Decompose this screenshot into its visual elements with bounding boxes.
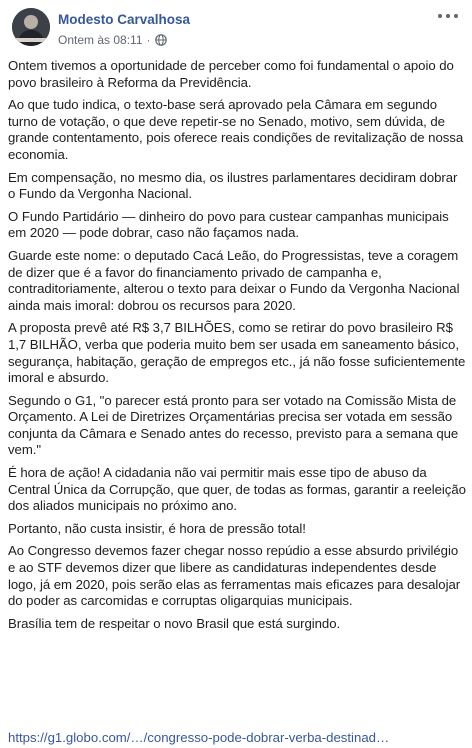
author-name[interactable]: Modesto Carvalhosa: [58, 12, 191, 27]
post-paragraph: Ao Congresso devemos fazer chegar nosso repúdio a esse absurdo privilégio e ao STF devemos dizer que libere as candidaturas independentes desde logo, já em 2020, pois serão elas as ferramentas mais eficazes para desalojar do poder as carcomidas e corruptas oligarquias municipais.: [8, 543, 461, 609]
post-paragraph: A proposta prevê até R$ 3,7 BILHÕES, como se retirar do povo brasileiro R$ 1,7 BILHÃO, verba que poderia muito bem ser usada em saneamento básico, segurança, habitação, geração de empregos etc., já não fosse suficientemente imoral e absurdo.: [8, 320, 466, 386]
more-options-icon[interactable]: [438, 10, 458, 22]
post-paragraph: O Fundo Partidário — dinheiro do povo para custear campanhas municipais em 2020 — pode dobrar, caso não façamos nada.: [8, 208, 449, 241]
post-paragraph: É hora de ação! A cidadania não vai permitir mais esse tipo de abuso da Central Única da Corrupção, que quer, de todas as formas, garantir a reeleição dos aliados municipais no próximo ano.: [8, 465, 466, 514]
article-link[interactable]: https://g1.globo.com/…/congresso-pode-dobrar-verba-destinad…: [8, 730, 390, 745]
meta-separator: ·: [146, 33, 151, 47]
post-paragraph: Guarde este nome: o deputado Cacá Leão, do Progressistas, teve a coragem de dizer que é a favor do financiamento privado de campanha e, contraditoriamente, alterou o texto para deixar o Fundo da Vergonha Nacional ainda mais imoral: dobrou os recursos para 2020.: [8, 247, 460, 313]
more-dot: [438, 14, 442, 18]
post-timestamp[interactable]: Ontem às 08:11: [58, 33, 143, 47]
post-header: [0, 0, 472, 58]
globe-icon[interactable]: [155, 34, 167, 46]
post-meta: [58, 33, 167, 47]
post-paragraph: Ao que tudo indica, o texto-base será aprovado pela Câmara em segundo turno de votação, o que deve repetir-se no Senado, motivo, sem dúvida, de grande contentamento, pois oferece reais condições de revitalização de nossa economia.: [8, 97, 464, 162]
post-paragraph: Em compensação, no mesmo dia, os ilustres parlamentares decidiram dobrar o Fundo da Vergonha Nacional.: [8, 169, 458, 202]
post-paragraph: Segundo o G1, "o parecer está pronto para ser votado na Comissão Mista de Orçamento. A Lei de Diretrizes Orçamentárias precisa ser votada em sessão conjunta da Câmara e Senado antes do recesso, previsto para a semana que vem.": [8, 392, 459, 458]
more-dot: [454, 14, 458, 18]
avatar-portrait-icon: [12, 8, 50, 46]
more-dot: [446, 14, 450, 18]
post-paragraph: Ontem tivemos a oportunidade de perceber como foi fundamental o apoio do povo brasileiro à Reforma da Previdência.: [8, 58, 454, 90]
post-paragraph: Brasília tem de respeitar o novo Brasil que está surgindo.: [8, 615, 341, 631]
post-text: [8, 58, 466, 638]
author-avatar[interactable]: [12, 8, 50, 46]
post-paragraph: Portanto, não custa insistir, é hora de pressão total!: [8, 520, 306, 536]
